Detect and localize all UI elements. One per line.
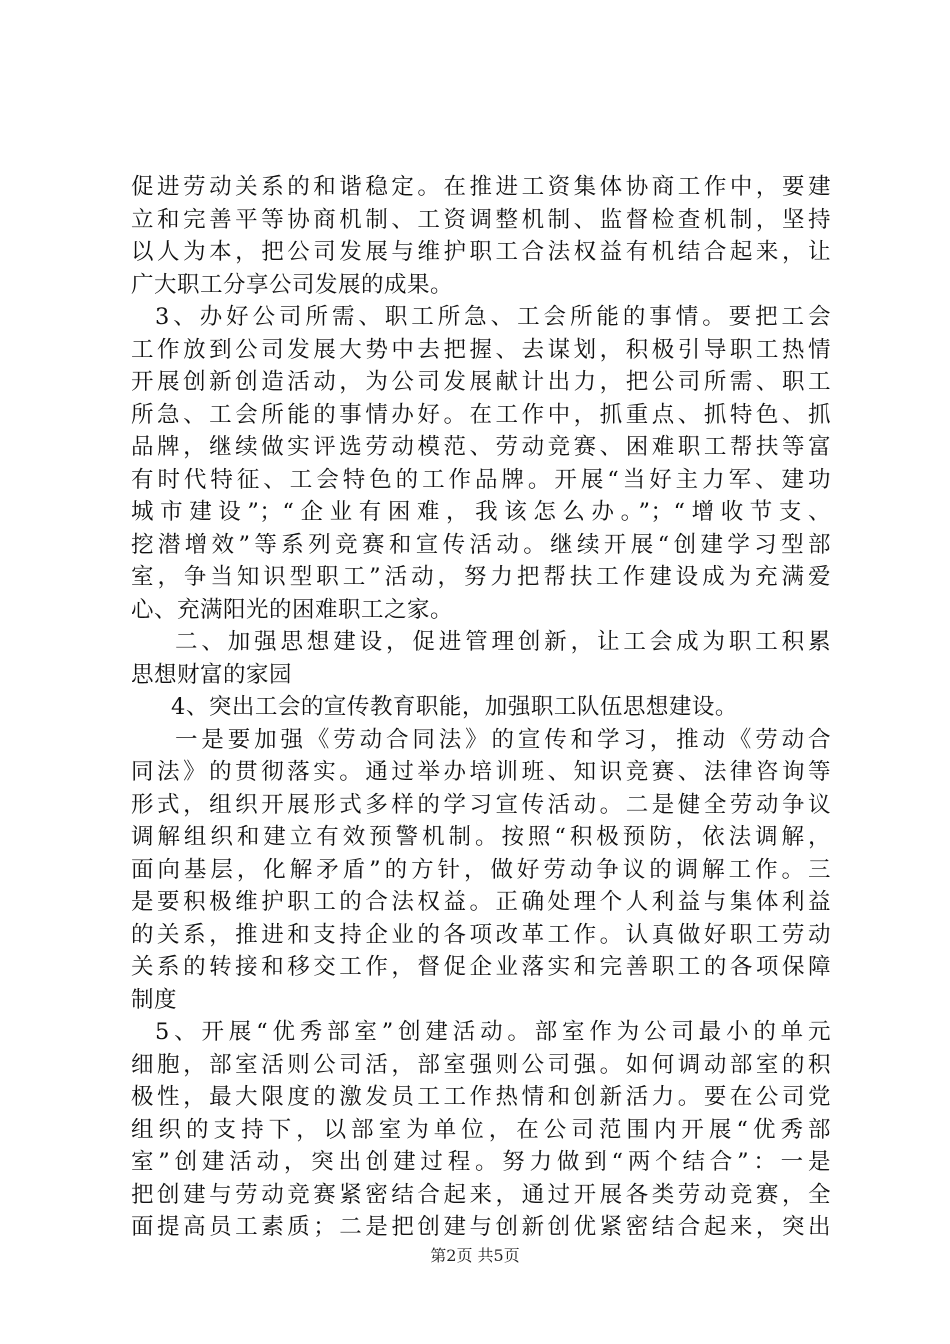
- text-line: 把创建与劳动竞赛紧密结合起来，通过开展各类劳动竞赛，全: [131, 1181, 831, 1208]
- document-body: [131, 171, 831, 1244]
- text-line: 组织的支持下，以部室为单位，在公司范围内开展“优秀部: [131, 1116, 831, 1143]
- text-line: 开展创新创造活动，为公司发展献计出力，把公司所需、职工: [131, 369, 831, 395]
- text-line: 形式，组织开展形式多样的学习宣传活动。二是健全劳动争议: [131, 791, 831, 818]
- text-line: 心、充满阳光的困难职工之家。: [131, 596, 454, 623]
- paragraph-start-line: 一是要加强《劳动合同法》的宣传和学习，推动《劳动合: [175, 726, 831, 753]
- text-line: 面向基层，化解矛盾”的方针，做好劳动争议的调解工作。三: [131, 856, 831, 883]
- text-line: 同法》的贯彻落实。通过举办培训班、知识竞赛、法律咨询等: [131, 759, 831, 785]
- paragraph-start-line: 3、办好公司所需、职工所急、工会所能的事情。要把工会: [155, 304, 831, 330]
- page-number-footer: 第2页 共5页: [430, 1246, 520, 1265]
- text-line: 挖潜增效”等系列竞赛和宣传活动。继续开展“创建学习型部: [131, 531, 831, 558]
- text-line: 室，争当知识型职工”活动，努力把帮扶工作建设成为充满爱: [131, 564, 831, 590]
- text-line: 的关系，推进和支持企业的各项改革工作。认真做好职工劳动: [131, 921, 831, 948]
- section-heading-line: 二、加强思想建设，促进管理创新，让工会成为职工积累: [175, 629, 831, 655]
- text-line: 所急、工会所能的事情办好。在工作中，抓重点、抓特色、抓: [131, 401, 831, 428]
- text-line: 室”创建活动，突出创建过程。努力做到“两个结合”：一是: [131, 1149, 831, 1175]
- text-line: 立和完善平等协商机制、工资调整机制、监督检查机制，坚持: [131, 206, 831, 233]
- text-line: 工作放到公司发展大势中去把握、去谋划，积极引导职工热情: [131, 336, 831, 363]
- text-line: 调解组织和建立有效预警机制。按照“积极预防，依法调解，: [131, 824, 831, 850]
- text-line: 城市建设”；“企业有困难，我该怎么办。”；“增收节支、: [131, 499, 831, 525]
- paragraph-start-line: 4、突出工会的宣传教育职能，加强职工队伍思想建设。: [171, 694, 738, 720]
- text-line: 极性，最大限度的激发员工工作热情和创新活力。要在公司党: [131, 1084, 831, 1110]
- section-heading-line: 思想财富的家园: [131, 661, 293, 688]
- text-line: 关系的转接和移交工作，督促企业落实和完善职工的各项保障: [131, 954, 831, 980]
- text-line: 细胞，部室活则公司活，部室强则公司强。如何调动部室的积: [131, 1051, 831, 1078]
- text-line: 是要积极维护职工的合法权益。正确处理个人利益与集体利益: [131, 889, 831, 915]
- text-line: 广大职工分享公司发展的成果。: [131, 271, 454, 298]
- text-line: 面提高员工素质；二是把创建与创新创优紧密结合起来，突出: [131, 1214, 831, 1240]
- text-line: 以人为本，把公司发展与维护职工合法权益有机结合起来，让: [131, 239, 831, 265]
- text-line: 有时代特征、工会特色的工作品牌。开展“当好主力军、建功: [131, 466, 831, 493]
- text-line: 促进劳动关系的和谐稳定。在推进工资集体协商工作中，要建: [131, 174, 831, 200]
- text-line: 制度: [131, 986, 178, 1013]
- paragraph-start-line: 5、开展“优秀部室”创建活动。部室作为公司最小的单元: [155, 1019, 831, 1045]
- text-line: 品牌，继续做实评选劳动模范、劳动竞赛、困难职工帮扶等富: [131, 434, 831, 460]
